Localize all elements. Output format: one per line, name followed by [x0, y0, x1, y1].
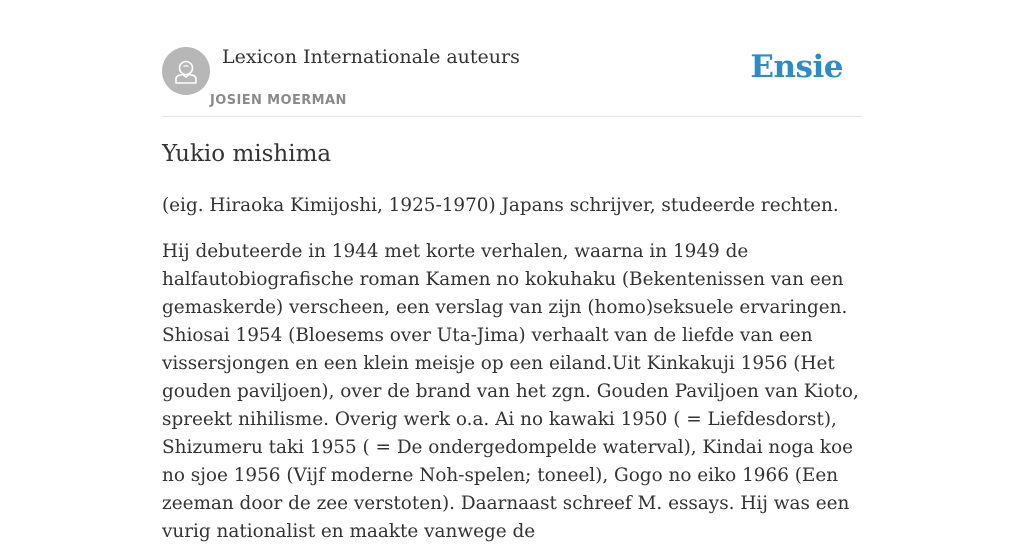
user-icon [162, 47, 210, 95]
book-title[interactable]: Lexicon Internationale auteurs [222, 46, 520, 68]
header [162, 0, 862, 117]
entry-content [162, 138, 866, 546]
site-logo[interactable]: Ensie [750, 49, 843, 85]
entry-title: Yukio mishima [162, 141, 332, 167]
entry-paragraph: (eig. Hiraoka Kimijoshi, 1925-1970) Japans schrijver, studeerde rechten. [162, 195, 839, 216]
entry-paragraph: Hij debuteerde in 1944 met korte verhalen, waarna in 1949 de halfautobiografische roman Kamen no kokuhaku (Bekentenissen van een gemaskerde) verscheen, een verslag van zijn (homo)seksuele ervaringen. Shiosai 1954 (Bloesems over Uta-Jima) verhaalt van de liefde van een vissersjongen en een klein meisje op een eiland.Uit Kinkakuji 1956 (Het gouden paviljoen), over de brand van het zgn. Gouden Paviljoen van Kioto, spreekt nihilisme. Overig werk o.a. Ai no kawaki 1950 ( = Liefdesdorst), Shizumeru taki 1955 ( = De ondergedompelde waterval), Kindai noga koe no sjoe 1956 (Vijf moderne Noh-spelen; toneel), Gogo no eiko 1966 (Een zeeman door de zee verstoten). Daarnaast schreef M. essays. Hij was een vurig nationalist en maakte vanwege de [162, 241, 859, 542]
author-name[interactable]: JOSIEN MOERMAN [210, 93, 347, 108]
avatar[interactable] [162, 47, 210, 95]
